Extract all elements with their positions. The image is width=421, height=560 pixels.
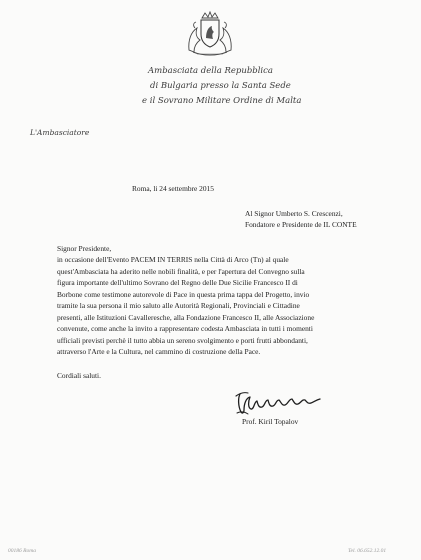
footer-address: 00186 Roma [8, 548, 36, 554]
recipient-line-2: Fondatore e Presidente de IL CONTE [245, 220, 357, 229]
footer-phone: Tel. 06.652.12.01 [348, 548, 387, 554]
recipient-line-1: Al Signor Umberto S. Crescenzi, [245, 209, 343, 218]
body-line: figura importante dell'ultimo Sovrano del Regno delle Due Sicilie Francesco II di [57, 278, 298, 287]
embassy-name-line-1: Ambasciata della Repubblica [148, 66, 273, 76]
handwritten-signature-icon [232, 388, 328, 416]
body-line: quest'Ambasciata ha aderito nelle nobili finalità, e per l'apertura del Convegno sulla [57, 266, 305, 276]
body-line: Borbone come testimone autorevole di Pace in questa prima tappa del Progetto, invio [57, 289, 310, 299]
embassy-name-line-2: di Bulgaria presso la Santa Sede [150, 81, 291, 91]
letter-body [57, 254, 314, 358]
ambassador-title: L'Ambasciatore [30, 128, 90, 137]
body-line: presenti, alle Istituzioni Cavalleresche, alla Fondazione Francesco II, alle Associazione [57, 312, 315, 322]
embassy-name-line-3: e il Sovrano Militare Ordine di Malta [142, 96, 302, 106]
bulgarian-coat-of-arms-icon [185, 10, 235, 58]
body-line: attraverso l'Arte e la Cultura, nel cammino di costruzione della Pace. [57, 347, 261, 356]
body-line: ufficiali previsti perchè il tutto abbia un sereno svolgimento e porti frutti abbondanti, [57, 335, 308, 345]
body-line: in occasione dell'Evento PACEM IN TERRIS nella Città di Arco (Tn) al quale [57, 255, 289, 264]
closing: Cordiali saluti. [57, 371, 101, 380]
body-line: convenute, come anche la invito a rappresentare codesta Ambasciata in tutti i momenti [57, 324, 313, 333]
body-line: tramite la sua persona il mio saluto alle Autorità Regionali, Provinciali e Cittadine [57, 301, 300, 310]
letter-date: Roma, li 24 settembre 2015 [132, 184, 214, 193]
salutation: Signor Presidente, [57, 244, 112, 253]
signer-name: Prof. Kiril Topalov [242, 417, 299, 426]
